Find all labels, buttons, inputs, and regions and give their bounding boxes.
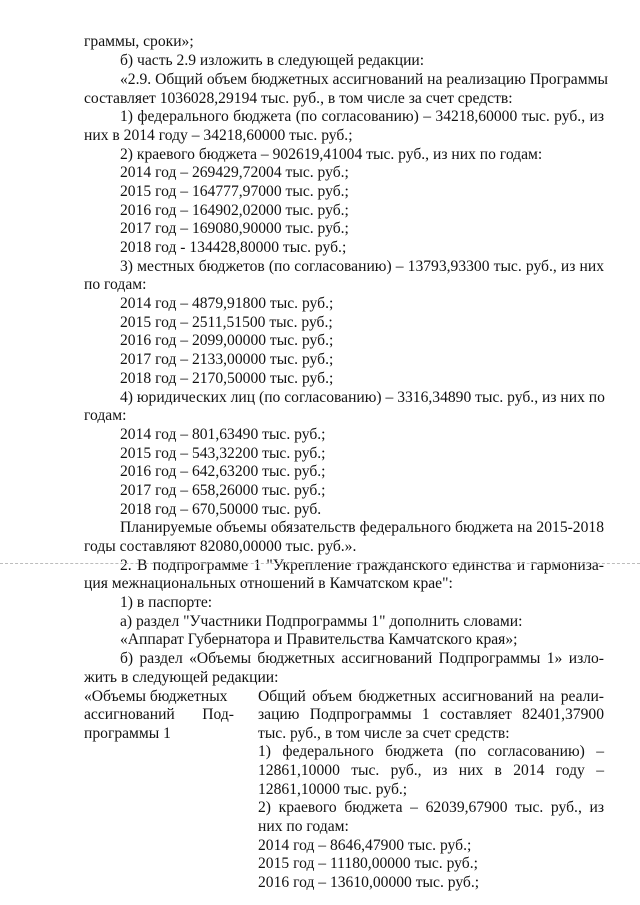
text-line: 2014 год – 269429,72004 тыс. руб.; — [120, 164, 349, 181]
text-line: годам: — [84, 407, 127, 424]
text-line: 2015 год – 2511,51500 тыс. руб.; — [120, 314, 333, 331]
text-line: 2018 год – 2170,50000 тыс. руб.; — [120, 370, 334, 387]
text-line: 2016 год – 642,63200 тыс. руб.; — [120, 463, 326, 480]
scan-artifact-line — [0, 563, 640, 564]
text-line: «2.9. Общий объем бюджетных ассигнований на реализацию Программы — [120, 71, 608, 88]
text-line: 1) в паспорте: — [120, 594, 213, 611]
text-line: 2. В подпрограмме 1 "Укрепление гражданского единства и гармониза- — [120, 557, 604, 574]
text-line: 2) краевого бюджета – 902619,41004 тыс. руб., из них по годам: — [120, 146, 543, 163]
table-right-line: Общий объем бюджетных ассигнований на реали- — [258, 688, 604, 705]
table-right-line: 1) федерального бюджета (по согласованию) – — [258, 743, 604, 760]
table-right-line: них по годам: — [258, 818, 349, 835]
text-line: ция межнациональных отношений в Камчатском крае": — [84, 575, 453, 592]
text-line: них в 2014 году – 34218,60000 тыс. руб.; — [84, 127, 353, 144]
text-line: граммы, сроки»; — [84, 33, 194, 50]
text-line: 2014 год – 4879,91800 тыс. руб.; — [120, 295, 334, 312]
text-line: 1) федерального бюджета (по согласованию) – 34218,60000 тыс. руб., из — [120, 108, 604, 125]
text-line: 2017 год – 2133,00000 тыс. руб.; — [120, 351, 334, 368]
table-right-line: 2) краевого бюджета – 62039,67900 тыс. руб., из — [258, 799, 604, 816]
table-right-line: 2016 год – 13610,00000 тыс. руб.; — [258, 874, 480, 891]
table-left-line: программы 1 — [84, 725, 171, 742]
text-line: 4) юридических лиц (по согласованию) – 3316,34890 тыс. руб., из них по — [120, 389, 605, 406]
text-line: 2015 год – 543,32200 тыс. руб.; — [120, 445, 326, 462]
text-line: составляет 1036028,29194 тыс. руб., в том числе за счет средств: — [84, 90, 513, 107]
text-line: 2016 год – 164902,02000 тыс. руб.; — [120, 202, 349, 219]
table-right-line: тыс. руб., в том числе за счет средств: — [258, 725, 510, 742]
text-line: а) раздел "Участники Подпрограммы 1" дополнить словами: — [120, 613, 523, 630]
text-line: 2016 год – 2099,00000 тыс. руб.; — [120, 332, 334, 349]
text-line: «Аппарат Губернатора и Правительства Камчатского края»; — [120, 631, 518, 648]
text-line: 3) местных бюджетов (по согласованию) – 13793,93300 тыс. руб., из них — [120, 258, 604, 275]
table-right-line: зацию Подпрограммы 1 составляет 82401,37900 — [258, 706, 604, 723]
text-line: годы составляют 82080,00000 тыс. руб.». — [84, 538, 357, 555]
table-right-line: 2014 год – 8646,47900 тыс. руб.; — [258, 837, 472, 854]
text-line: 2015 год – 164777,97000 тыс. руб.; — [120, 183, 349, 200]
table-right-line: 2015 год – 11180,00000 тыс. руб.; — [258, 855, 478, 872]
table-left-line: «Объемы бюджетных — [84, 688, 228, 705]
text-line: 2014 год – 801,63490 тыс. руб.; — [120, 426, 326, 443]
text-line: 2018 год – 670,50000 тыс. руб. — [120, 501, 322, 518]
table-left-line: ассигнований Под- — [84, 706, 234, 723]
table-right-line: 12861,10000 тыс. руб., из них в 2014 году – — [258, 762, 604, 779]
text-line: б) часть 2.9 изложить в следующей редакции: — [120, 52, 425, 69]
text-line: б) раздел «Объемы бюджетных ассигнований Подпрограммы 1» излo- — [120, 650, 604, 667]
table-right-line: 12861,10000 тыс. руб.; — [258, 781, 408, 798]
text-line: 2017 год – 658,26000 тыс. руб.; — [120, 482, 326, 499]
text-line: жить в следующей редакции: — [84, 669, 279, 686]
text-line: 2017 год – 169080,90000 тыс. руб.; — [120, 220, 349, 237]
text-line: 2018 год - 134428,80000 тыс. руб.; — [120, 239, 347, 256]
text-line: по годам: — [84, 276, 147, 293]
text-line: Планируемые объемы обязательств федерального бюджета на 2015-2018 — [120, 519, 604, 536]
